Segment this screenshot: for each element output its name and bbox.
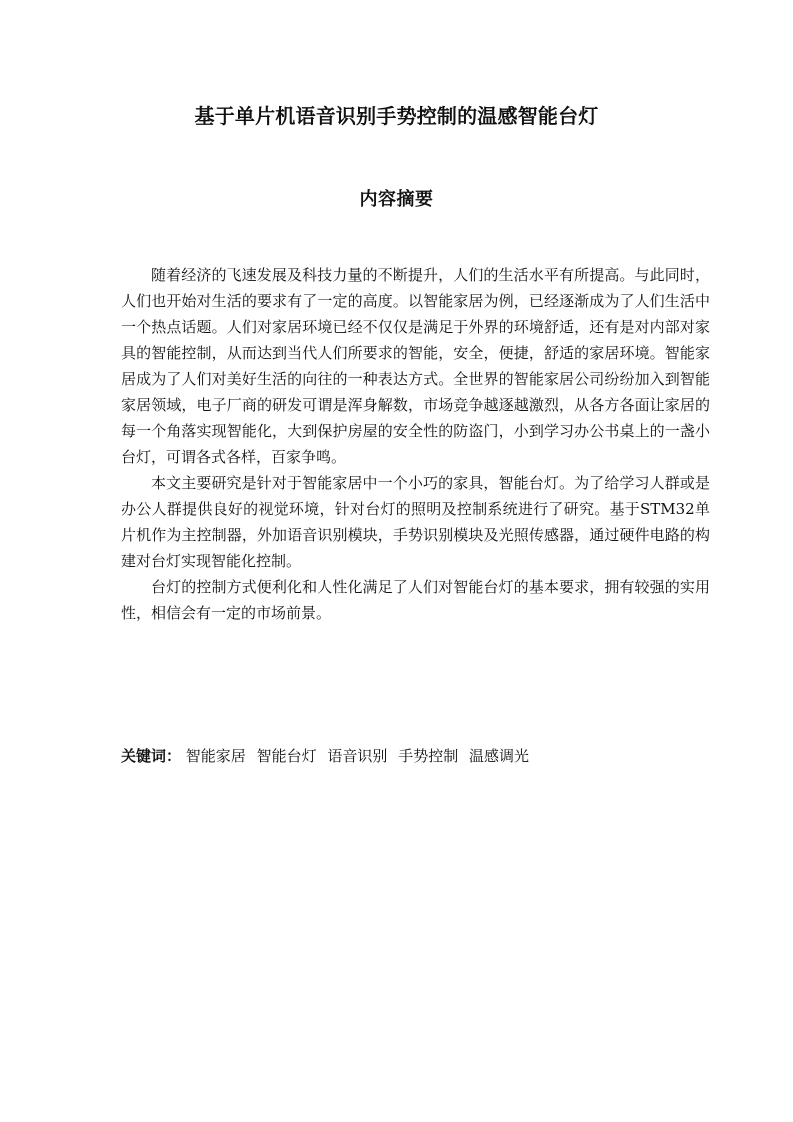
- abstract-paragraph-3: 台灯的控制方式便利化和人性化满足了人们对智能台灯的基本要求，拥有较强的实用性，相信会有一定的市场前景。: [121, 578, 710, 622]
- keywords-list: [186, 747, 535, 765]
- keyword-item: 温感调光: [468, 747, 529, 765]
- abstract-paragraph-1: 随着经济的飞速发展及科技力量的不断提升，人们的生活水平有所提高。与此同时，人们也开始对生活的要求有了一定的高度。以智能家居为例，已经逐渐成为了人们生活中一个热点话题。人们对家居环境已经不仅仅是满足于外界的环境舒适，还有是对内部对家具的智能控制，从而达到当代人们所要求的智能，安全，便捷，舒适的家居环境。智能家居成为了人们对美好生活的向往的一种表达方式。全世界的智能家居公司纷纷加入到智能家居领域，电子厂商的研发可谓是浑身解数，市场竞争越逐越激烈，从各方各面让家居的每一个角落实现智能化，大到保护房屋的安全性的防盗门，小到学习办公书桌上的一盏小台灯，可谓各式各样，百家争鸣。: [121, 266, 710, 466]
- abstract-heading: 内容摘要: [359, 189, 434, 210]
- keyword-item: 智能台灯: [256, 747, 317, 765]
- keywords-label: 关键词：: [121, 747, 182, 765]
- abstract-body: [121, 262, 710, 626]
- keywords-line: [121, 743, 710, 769]
- document-title: 基于单片机语音识别手势控制的温感智能台灯: [194, 104, 599, 128]
- keyword-item: 智能家居: [185, 747, 246, 765]
- abstract-paragraph-2: 本文主要研究是针对于智能家居中一个小巧的家具，智能台灯。为了给学习人群或是办公人群提供良好的视觉环境，针对台灯的照明及控制系统进行了研究。基于STM32单片机作为主控制器，外加语音识别模块，手势识别模块及光照传感器，通过硬件电路的构建对台灯实现智能化控制。: [121, 474, 710, 570]
- keyword-item: 语音识别: [327, 747, 388, 765]
- keyword-item: 手势控制: [398, 747, 459, 765]
